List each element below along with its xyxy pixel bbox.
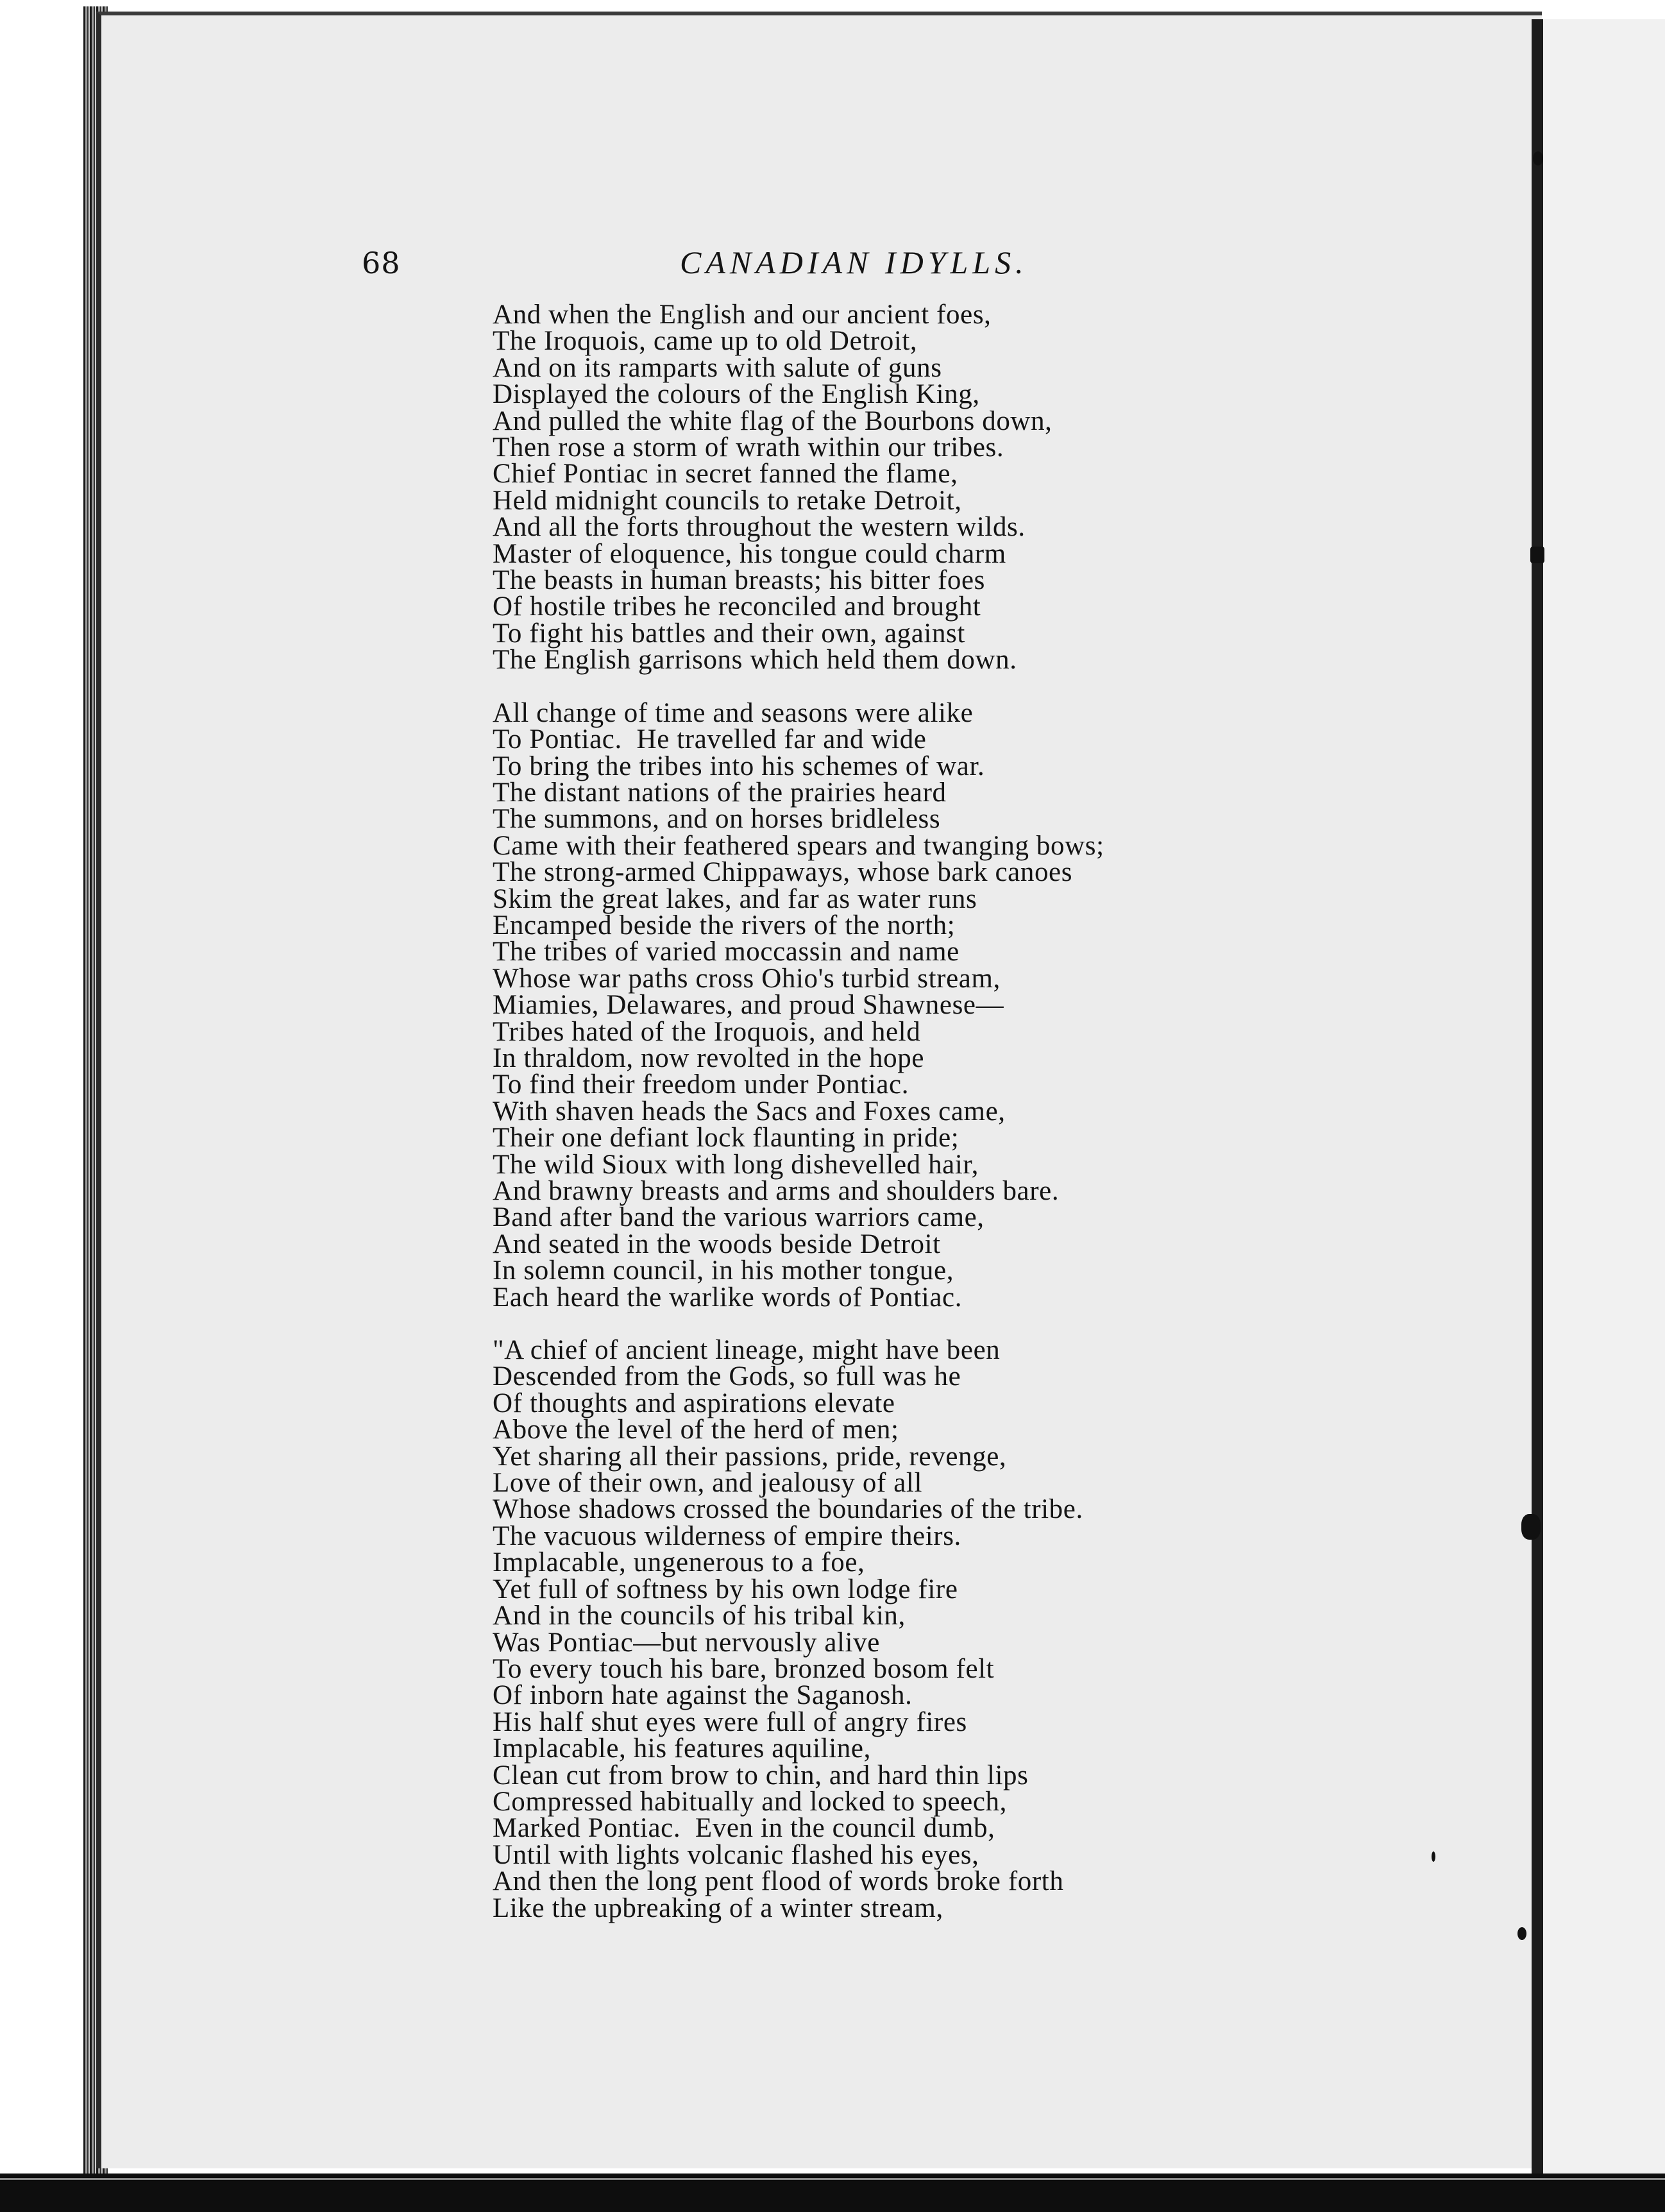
poem-body xyxy=(493,302,1493,1921)
poem-line: The English garrisons which held them down. xyxy=(493,645,1017,676)
poem-line: The distant nations of the prairies heard xyxy=(493,777,947,808)
poem-line: And all the forts throughout the western wilds. xyxy=(493,512,1026,543)
poem-line: Until with lights volcanic flashed his eyes, xyxy=(493,1839,979,1870)
poem-line: To Pontiac. He travelled far and wide xyxy=(493,724,927,755)
poem-line: And then the long pent flood of words broke forth xyxy=(493,1866,1064,1897)
poem-line: Encamped beside the rivers of the north; xyxy=(493,910,956,940)
binding-mark xyxy=(1521,1514,1541,1540)
poem-line: Skim the great lakes, and far as water runs xyxy=(493,883,977,914)
poem-line: "A chief of ancient lineage, might have been xyxy=(493,1335,1001,1366)
poem-line: In thraldom, now revolted in the hope xyxy=(493,1042,925,1073)
running-title: CANADIAN IDYLLS. xyxy=(680,244,1028,280)
poem-line: Chief Pontiac in secret fanned the flame, xyxy=(493,459,958,489)
stanza-3 xyxy=(493,1337,1493,1921)
poem-line: To every touch his bare, bronzed bosom felt xyxy=(493,1653,995,1684)
poem-line: Their one defiant lock flaunting in pride; xyxy=(493,1123,959,1153)
poem-line: Displayed the colours of the English King, xyxy=(493,379,980,410)
poem-line: Then rose a storm of wrath within our tribes. xyxy=(493,432,1004,463)
poem-line: Held midnight councils to retake Detroit, xyxy=(493,485,962,516)
poem-line: To bring the tribes into his schemes of war. xyxy=(493,751,985,781)
stanza-2 xyxy=(493,697,1493,1313)
poem-line: To find their freedom under Pontiac. xyxy=(493,1069,909,1100)
poem-line: With shaven heads the Sacs and Foxes came, xyxy=(493,1096,1006,1127)
poem-line: In solemn council, in his mother tongue, xyxy=(493,1255,954,1286)
poem-line: Marked Pontiac. Even in the council dumb, xyxy=(493,1813,995,1844)
poem-line: The Iroquois, came up to old Detroit, xyxy=(493,326,918,357)
poem-line: The summons, and on horses bridleless xyxy=(493,804,941,835)
poem-line: And when the English and our ancient foes, xyxy=(493,300,992,330)
poem-line: Master of eloquence, his tongue could charm xyxy=(493,538,1006,569)
book-gutter xyxy=(1532,19,1543,2175)
poem-line: Yet full of softness by his own lodge fire xyxy=(493,1574,958,1604)
poem-line: All change of time and seasons were alike xyxy=(493,697,974,728)
poem-line: Each heard the warlike words of Pontiac. xyxy=(493,1282,963,1313)
poem-line: Of inborn hate against the Saganosh. xyxy=(493,1680,913,1711)
poem-line: Implacable, his features aquiline, xyxy=(493,1733,871,1764)
poem-line: And seated in the woods beside Detroit xyxy=(493,1229,941,1259)
poem-line: Clean cut from brow to chin, and hard thin lips xyxy=(493,1760,1029,1791)
binding-mark xyxy=(1517,1927,1526,1940)
poem-line: And brawny breasts and arms and shoulders bare. xyxy=(493,1176,1060,1206)
poem-line: Implacable, ungenerous to a foe, xyxy=(493,1547,865,1578)
poem-line: Compressed habitually and locked to speech, xyxy=(493,1786,1007,1817)
poem-line: Yet sharing all their passions, pride, revenge, xyxy=(493,1441,1007,1472)
poem-line: The tribes of varied moccassin and name xyxy=(493,937,959,967)
poem-line: Was Pontiac—but nervously alive xyxy=(493,1627,880,1658)
poem-line: Of hostile tribes he reconciled and brought xyxy=(493,591,981,622)
page-number: 68 xyxy=(362,246,401,280)
poem-line: His half shut eyes were full of angry fires xyxy=(493,1706,967,1737)
poem-line: And in the councils of his tribal kin, xyxy=(493,1601,906,1631)
poem-line: The vacuous wilderness of empire theirs. xyxy=(493,1520,961,1551)
binding-mark xyxy=(1530,547,1544,563)
poem-line: Band after band the various warriors came, xyxy=(493,1202,985,1233)
poem-line: And on its ramparts with salute of guns xyxy=(493,352,942,383)
poem-line: Like the upbreaking of a winter stream, xyxy=(493,1893,943,1923)
poem-line: Miamies, Delawares, and proud Shawnese— xyxy=(493,990,1004,1021)
poem-line: And pulled the white flag of the Bourbons down, xyxy=(493,405,1052,436)
poem-line: Tribes hated of the Iroquois, and held xyxy=(493,1016,921,1047)
poem-line: Of thoughts and aspirations elevate xyxy=(493,1388,895,1418)
poem-line: Came with their feathered spears and twanging bows; xyxy=(493,830,1104,861)
scan-bottom-rule xyxy=(0,2178,1665,2180)
poem-line: The wild Sioux with long dishevelled hair, xyxy=(493,1149,979,1180)
binding-mark xyxy=(1533,151,1543,166)
poem-line: The beasts in human breasts; his bitter foes xyxy=(493,565,985,596)
poem-line: Above the level of the herd of men; xyxy=(493,1415,899,1445)
poem-line: Love of their own, and jealousy of all xyxy=(493,1468,923,1499)
poem-line: Whose war paths cross Ohio's turbid stream, xyxy=(493,963,1001,994)
poem-line: Descended from the Gods, so full was he xyxy=(493,1361,961,1392)
stanza-1 xyxy=(493,302,1493,674)
poem-line: Whose shadows crossed the boundaries of the tribe. xyxy=(493,1494,1083,1525)
poem-line: To fight his battles and their own, against xyxy=(493,618,965,649)
poem-line: The strong-armed Chippaways, whose bark canoes xyxy=(493,857,1073,888)
facing-page-edge xyxy=(1543,19,1665,2175)
